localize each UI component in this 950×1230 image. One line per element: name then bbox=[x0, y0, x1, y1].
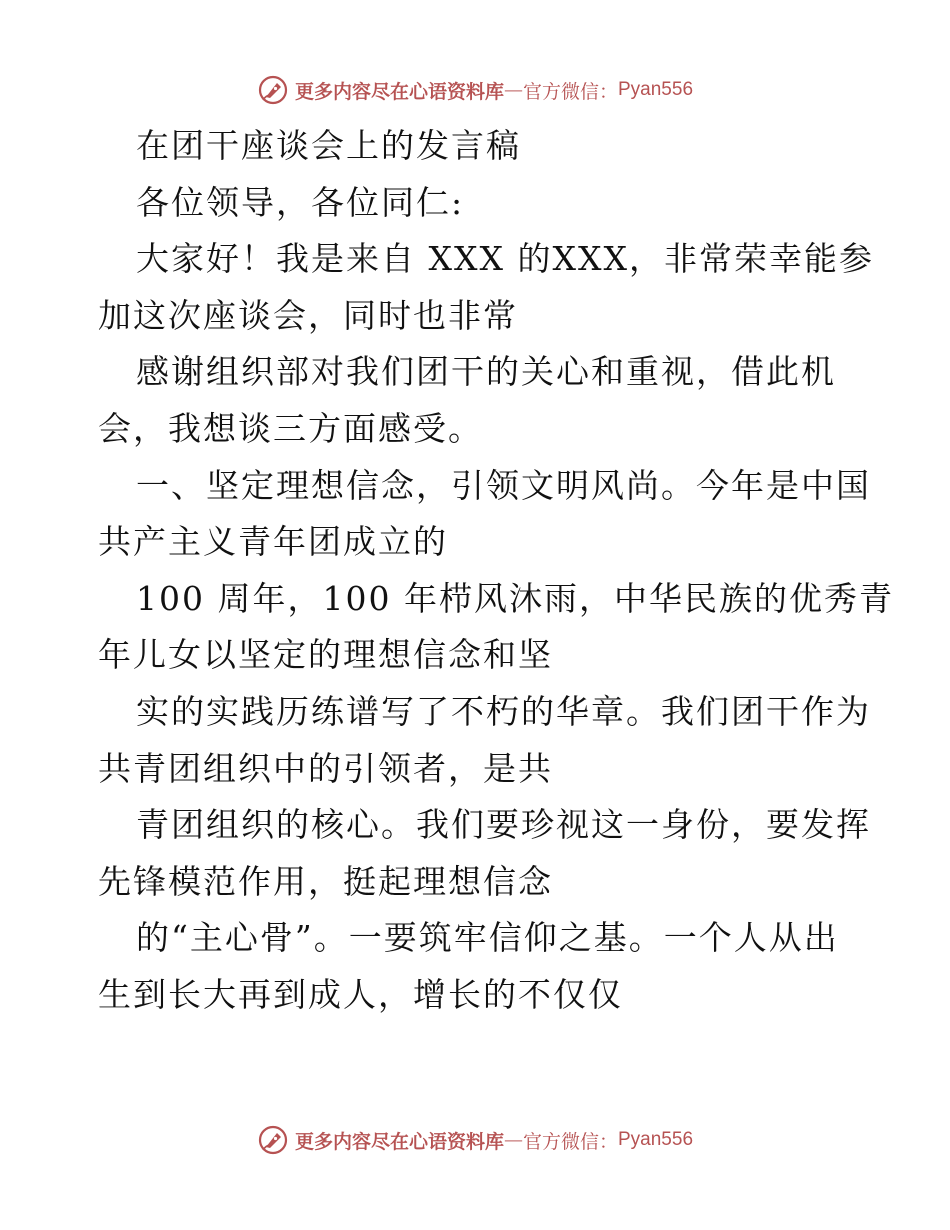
document-body bbox=[98, 118, 894, 1024]
footer-watermark-banner bbox=[0, 1120, 950, 1160]
wechat-label: 官方微信： bbox=[522, 1130, 618, 1153]
text-line: 共青团组织中的引领者，是共 bbox=[98, 748, 553, 788]
pen-nib-logo-icon bbox=[257, 1124, 289, 1156]
salutation: 各位领导，各位同仁: bbox=[136, 182, 465, 222]
text-line: 100 周年，100 年栉风沐雨，中华民族的优秀青 bbox=[136, 578, 894, 618]
text-line: 生到长大再到成人，增长的不仅仅 bbox=[98, 974, 623, 1014]
wechat-id: Pyan556 bbox=[618, 79, 694, 100]
text-line: 会，我想谈三方面感受。 bbox=[98, 408, 483, 448]
text-line: 实的实践历练谱写了不朽的华章。我们团干作为 bbox=[136, 691, 871, 731]
separator-dash: — bbox=[503, 79, 523, 101]
wechat-label: 官方微信： bbox=[522, 80, 618, 103]
text-line: 先锋模范作用，挺起理想信念 bbox=[98, 861, 553, 901]
text-line: 一、坚定理想信念，引领文明风尚。今年是中国 bbox=[136, 465, 871, 505]
site-name-text: 更多内容尽在心语资料库 bbox=[294, 1130, 504, 1153]
text-line: 加这次座谈会，同时也非常 bbox=[98, 295, 518, 335]
site-name-text: 更多内容尽在心语资料库 bbox=[294, 80, 504, 103]
text-line: 青团组织的核心。我们要珍视这一身份，要发挥 bbox=[136, 805, 871, 845]
header-watermark-banner bbox=[0, 70, 950, 110]
wechat-id: Pyan556 bbox=[618, 1129, 694, 1150]
text-line: 共产主义青年团成立的 bbox=[98, 522, 448, 562]
separator-dash: — bbox=[503, 1129, 523, 1151]
text-line: 年儿女以坚定的理想信念和坚 bbox=[98, 635, 553, 675]
pen-nib-logo-icon bbox=[257, 74, 289, 106]
text-line: 的“主心骨”。一要筑牢信仰之基。一个人从出 bbox=[136, 918, 839, 958]
text-line: 大家好！我是来自 XXX 的XXX，非常荣幸能参 bbox=[136, 239, 874, 279]
text-line: 感谢组织部对我们团干的关心和重视，借此机 bbox=[136, 352, 836, 392]
document-title: 在团干座谈会上的发言稿 bbox=[136, 126, 521, 165]
